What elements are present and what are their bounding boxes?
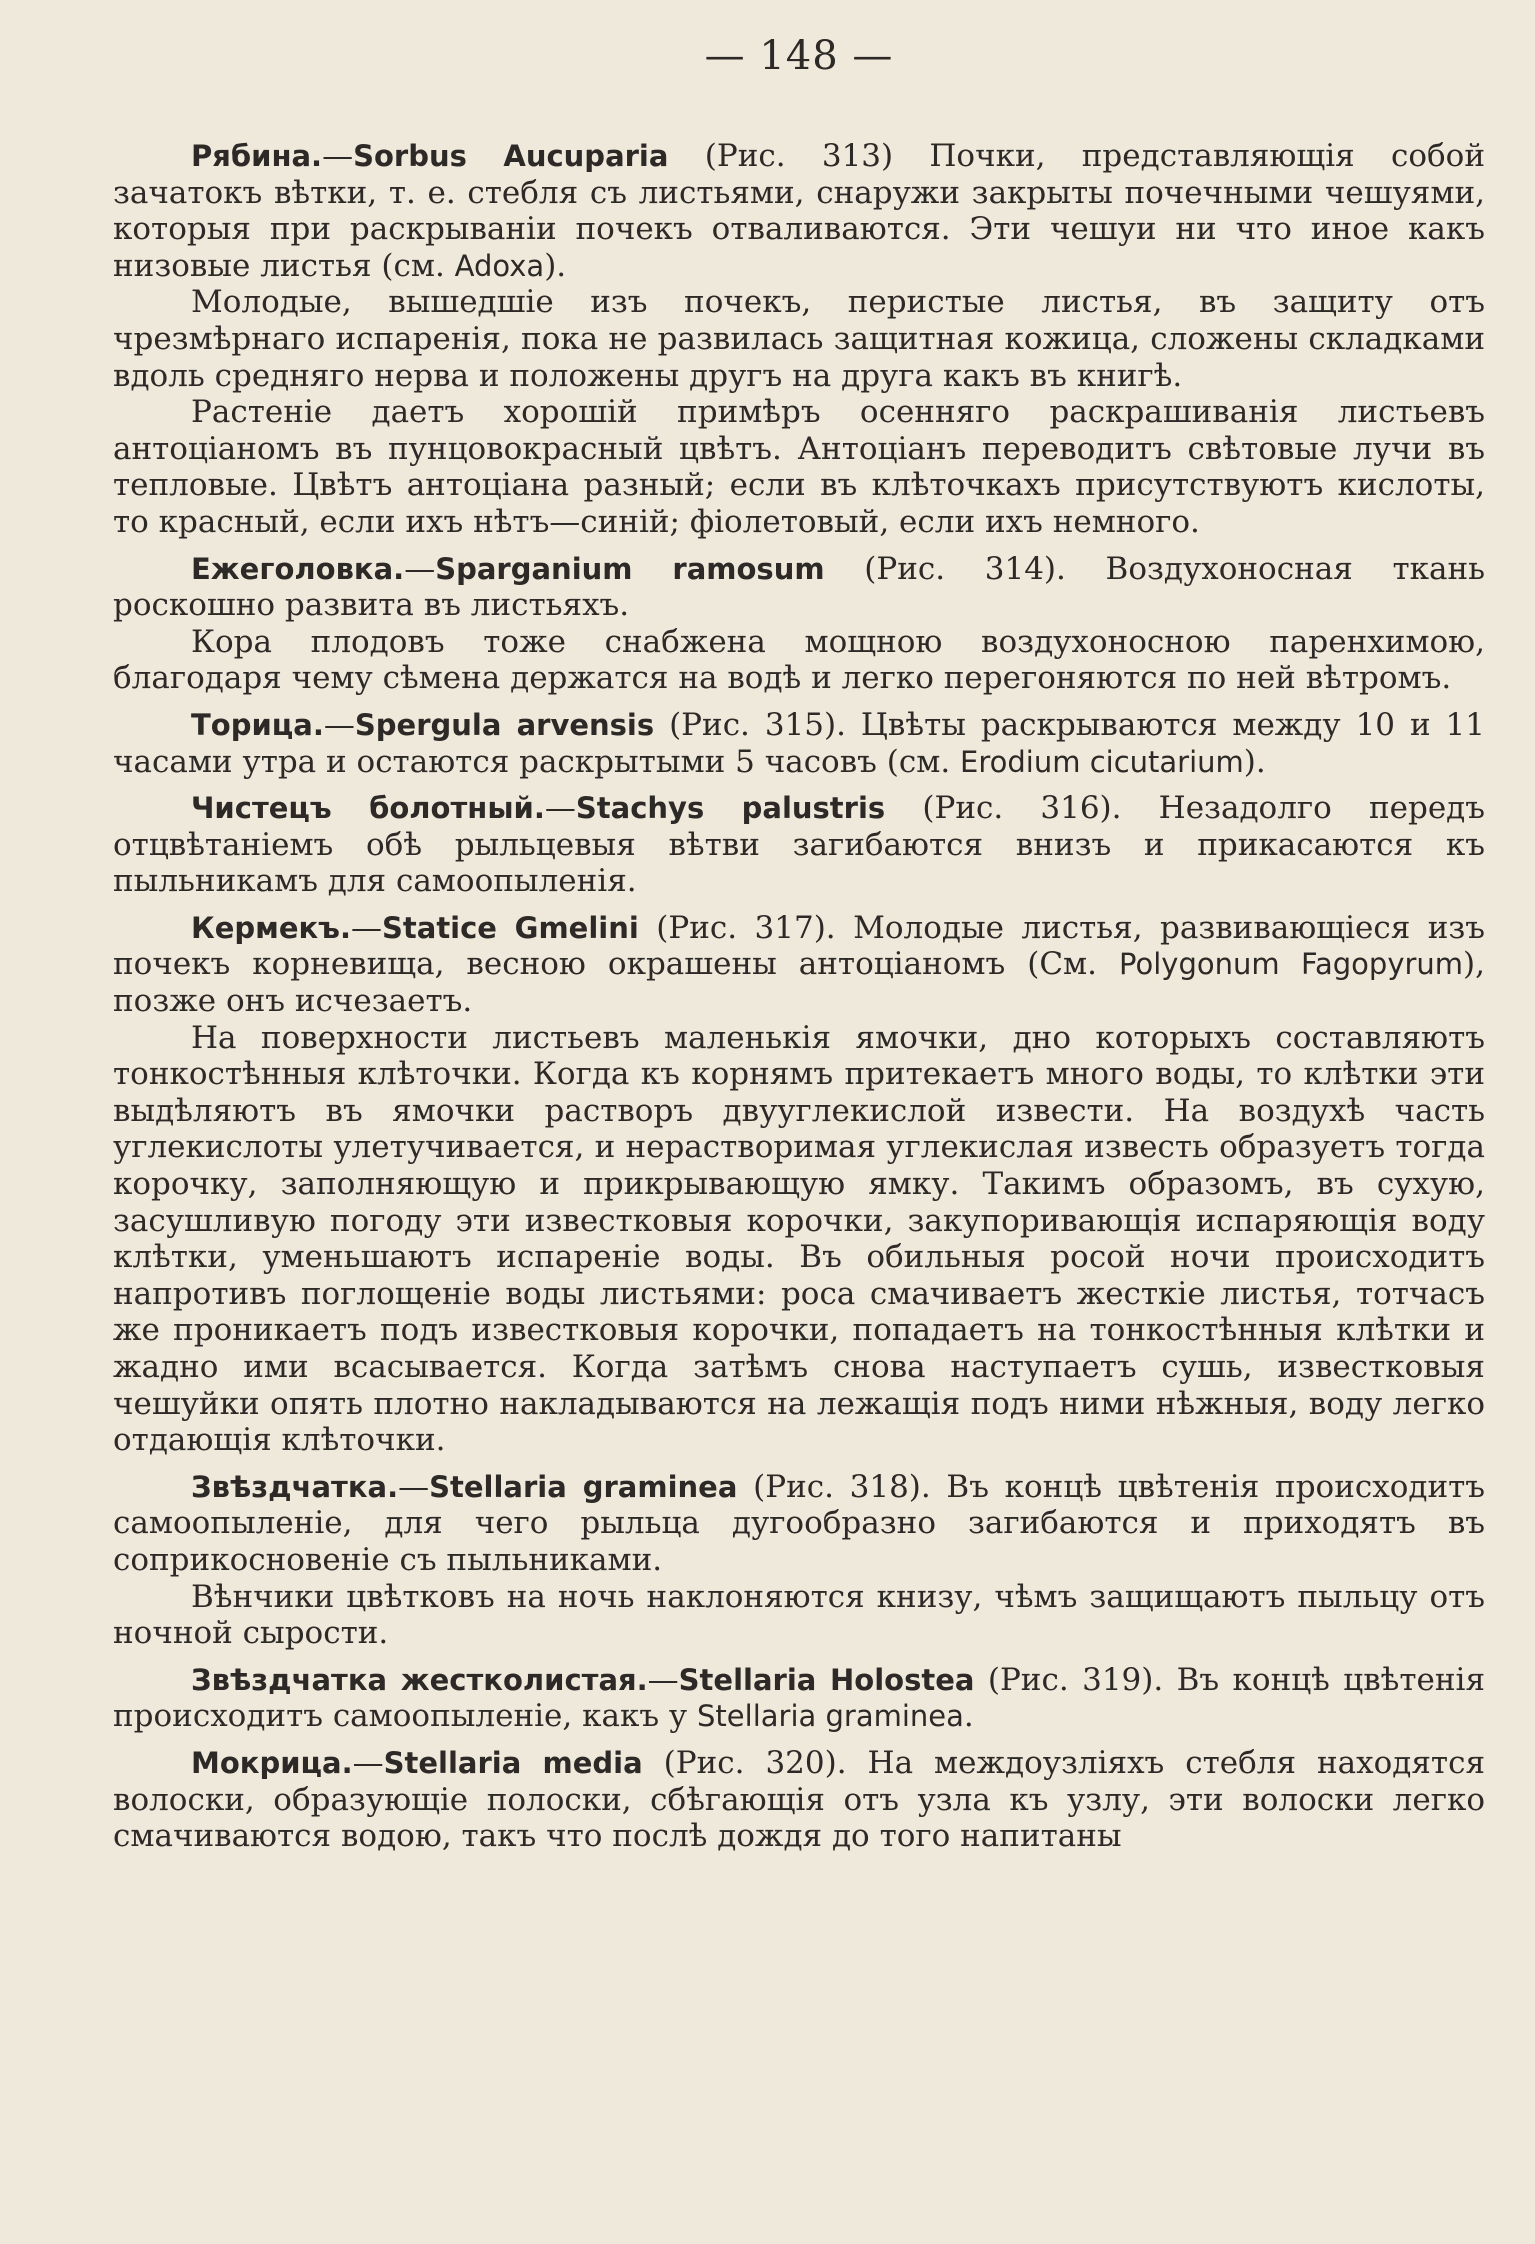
cross-reference: Erodium cicutarium [960,744,1244,779]
entry-stachys [113,790,1485,900]
entry-dash: — [544,790,576,827]
page-body [113,138,1485,1855]
entry-dash: — [351,909,382,946]
entry-heading: Чистецъ болотный. [191,791,545,826]
entry-sparganium [113,551,1485,624]
entry-heading: Ежеголовка. [191,551,405,586]
latin-name: Stellaria Holostea [678,1662,975,1697]
page-number: — 148 — [704,33,894,79]
entry-text-end: . [963,1698,974,1735]
cross-reference: Polygonum Fagopyrum [1119,947,1464,982]
paragraph: Молодые, вышедшіе изъ почекъ, перистые листья, въ защиту отъ чрезмѣрнаго испаренія, пока не развилась защитная кожица, сложены складками вдоль средняго нерва и положены другъ на друга какъ въ книгѣ. [113,284,1485,394]
latin-name: Stachys palustris [575,791,886,826]
entry-heading: Рябина. [191,139,323,173]
entry-heading: Кермекъ. [191,910,351,945]
paragraph: Кора плодовъ тоже снабжена мощною воздухоносною паренхимою, благодаря чему сѣмена держатся на водѣ и легко перегоняются по ней вѣтромъ. [113,623,1485,697]
entry-dash: — [323,706,355,743]
latin-name: Sparganium ramosum [435,551,825,586]
entry-statice [113,910,1485,1020]
entry-text: (Рис. 316). Незадолго передъ отцвѣтаніемъ обѣ рыльцевыя вѣтви загибаются внизъ и прикасаются къ пыльникамъ для самоопыленія. [113,790,1485,900]
entry-text-end: ), позже онъ исчезаетъ. [113,946,1485,1020]
entry-dash: — [352,1744,384,1781]
entry-spergula [113,707,1485,780]
entry-heading: Звѣздчатка. [191,1469,399,1504]
entry-text-end: ). [1243,743,1266,780]
entry-text: (Рис. 313) Почки, представляющія собой зачатокъ вѣтки, т. е. стебля съ листьями, снаружи закрыты почечными чешуями, которыя при раскрываніи почекъ отваливаются. Эти чешуи ни что иное какъ низовые листья (см. [113,138,1485,284]
entry-stellaria-graminea [113,1469,1485,1579]
entry-stellaria-media [113,1745,1485,1855]
entry-stellaria-holostea [113,1662,1485,1735]
entry-heading: Звѣздчатка жестколистая. [191,1662,648,1697]
paragraph: На поверхности листьевъ маленькія ямочки, дно которыхъ составляютъ тонкостѣнныя клѣточки. Когда къ корнямъ притекаетъ много воды, то клѣтки эти выдѣляютъ въ ямочки растворъ двууглекислой извести. На воздухѣ часть углекислоты улетучивается, и нерастворимая углекислая известь образуетъ тогда корочку, заполняющую и прикрывающую ямку. Такимъ образомъ, въ сухую, засушливую погоду эти известковыя корочки, закупоривающія испаряющія воду клѣтки, уменьшаютъ испареніе воды. Въ обильныя росой ночи происходитъ напротивъ поглощеніе воды листьями: роса смачиваетъ жесткіе листья, тотчасъ же проникаетъ подъ известковыя корочки, попадаетъ на тонкостѣнныя клѣтки и жадно ими всасывается. Когда затѣмъ снова наступаетъ сушь, известковыя чешуйки опять плотно накладываются на лежащія подъ ними нѣжныя, воду легко отдающія клѣточки. [113,1019,1485,1459]
entry-text: (Рис. 320). На междоузліяхъ стебля находятся волоски, образующіе полоски, сбѣгающія отъ узла къ узлу, эти волоски легко смачиваются водою, такъ что послѣ дождя до того напитаны [113,1744,1486,1855]
latin-name: Stellaria media [383,1745,643,1780]
entry-text: (Рис. 319). Въ концѣ цвѣтенія происходитъ самоопыленіе, какъ у [113,1661,1485,1735]
latin-name: Statice Gmelini [382,910,639,945]
entry-sorbus [113,138,1485,284]
entry-dash: — [404,550,436,587]
latin-name: Spergula arvensis [354,707,655,742]
entry-dash: — [398,1468,430,1505]
paragraph: Вѣнчики цвѣтковъ на ночь наклоняются книзу, чѣмъ защищаютъ пыльцу отъ ночной сырости. [113,1578,1485,1652]
cross-reference: Stellaria graminea [697,1699,964,1734]
entry-text: (Рис. 317). Молодые листья, развивающіеся изъ почекъ корневища, весною окрашены антоціаномъ (См. [113,909,1485,983]
entry-text: (Рис. 314). Воздухоносная ткань роскошно развита въ листьяхъ. [113,550,1485,624]
latin-name: Sorbus Aucuparia [353,139,669,173]
latin-name: Stellaria graminea [429,1469,738,1504]
entry-dash: — [322,138,354,174]
entry-dash: — [647,1661,679,1698]
entry-text: (Рис. 318). Въ концѣ цвѣтенія происходитъ самоопыленіе, для чего рыльца дугообразно загибаются и приходятъ въ соприкосновеніе съ пыльниками. [113,1468,1486,1578]
entry-text-end: ). [544,247,567,284]
entry-heading: Торица. [191,707,324,742]
entry-heading: Мокрица. [191,1745,353,1780]
entry-text: (Рис. 315). Цвѣты раскрываются между 10 и 11 часами утра и остаются раскрытыми 5 часовъ (см. [113,706,1485,780]
paragraph: Растеніе даетъ хорошій примѣръ осенняго раскрашиванія листьевъ антоціаномъ въ пунцовокрасный цвѣтъ. Антоціанъ переводитъ свѣтовые лучи въ тепловые. Цвѣтъ антоціана разный; если въ клѣточкахъ присутствуютъ кислоты, то красный, если ихъ нѣтъ—синій; фіолетовый, если ихъ немного. [113,394,1485,540]
cross-reference: Adoxa [454,248,545,283]
